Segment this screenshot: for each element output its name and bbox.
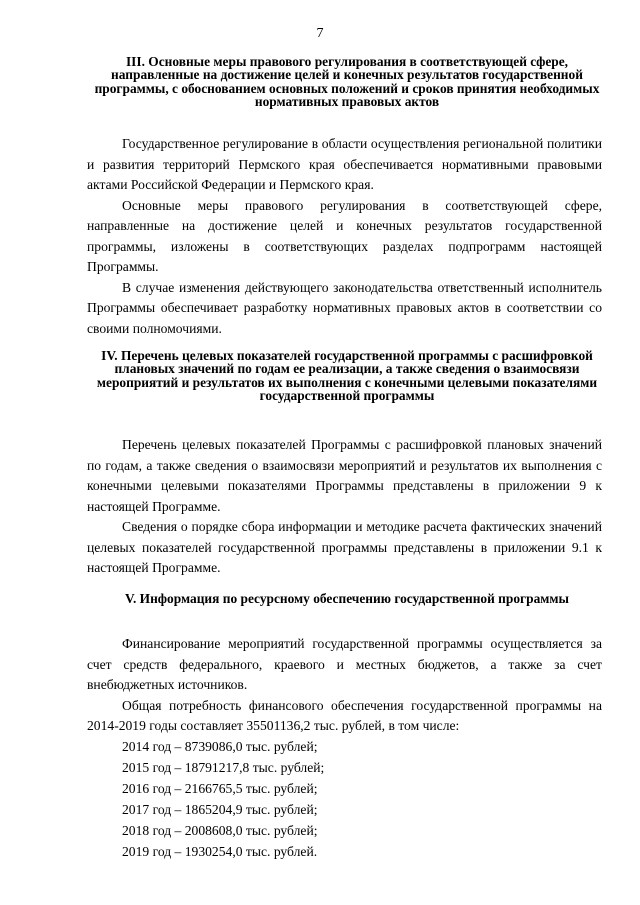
section-3-body (87, 134, 602, 339)
section-5-paragraph-1: Финансирование мероприятий государственной программы осуществляется за счет средств федерального, краевого и местных бюджетов, а также за счет внебюджетных источников. (87, 636, 602, 692)
list-item: 2014 год – 8739086,0 тыс. рублей; (122, 738, 318, 754)
section-3-heading: III. Основные меры правового регулирования в соответствующей сфере, направленные на достижение целей и конечных результатов государственной программы, с обоснованием основных положений и сроков принятия необходимых нормативных правовых актов (94, 54, 600, 110)
list-item: 2015 год – 18791217,8 тыс. рублей; (122, 759, 325, 775)
section-4-heading: IV. Перечень целевых показателей государственной программы с расшифровкой плановых значений по годам ее реализации, а также сведения о взаимосвязи мероприятий и результатов их выполнения с конечными целевыми показателями государственной программы (96, 348, 598, 404)
page-number: 7 (316, 26, 324, 41)
section-4-paragraph-1: Перечень целевых показателей Программы с расшифровкой плановых значений по годам, а также сведения о взаимосвязи мероприятий и результатов их выполнения с конечными целевыми показателями Программы представлены в приложении 9 к настоящей Программе. (87, 437, 602, 514)
section-5-heading: V. Информация по ресурсному обеспечению государственной программы (125, 591, 569, 606)
section-3-paragraph-1: Государственное регулирование в области осуществления региональной политики и развития территорий Пермского края обеспечивается нормативными правовыми актами Российской Федерации и Пермского края. (87, 136, 602, 192)
funding-by-year-list (87, 737, 602, 863)
list-item: 2019 год – 1930254,0 тыс. рублей. (122, 843, 318, 859)
section-5-body (87, 634, 602, 863)
section-4-paragraph-2: Сведения о порядке сбора информации и методике расчета фактических значений целевых показателей государственной программы представлены в приложении 9.1 к настоящей Программе. (87, 519, 602, 575)
section-4-body (87, 435, 602, 579)
section-3-paragraph-3: В случае изменения действующего законодательства ответственный исполнитель Программы обеспечивает разработку нормативных правовых актов в соответствии со своими полномочиями. (87, 279, 602, 336)
list-item: 2018 год – 2008608,0 тыс. рублей; (122, 822, 318, 838)
list-item: 2017 год – 1865204,9 тыс. рублей; (122, 801, 318, 817)
list-item: 2016 год – 2166765,5 тыс. рублей; (122, 780, 318, 796)
section-3-paragraph-2: Основные меры правового регулирования в соответствующей сфере, направленные на достижение целей и конечных результатов государственной программы, изложены в соответствующих разделах подпрограмм настоящей Программы. (87, 197, 602, 274)
section-5-paragraph-2: Общая потребность финансового обеспечения государственной программы на 2014-2019 годы составляет 35501136,2 тыс. рублей, в том числе: (87, 697, 602, 733)
